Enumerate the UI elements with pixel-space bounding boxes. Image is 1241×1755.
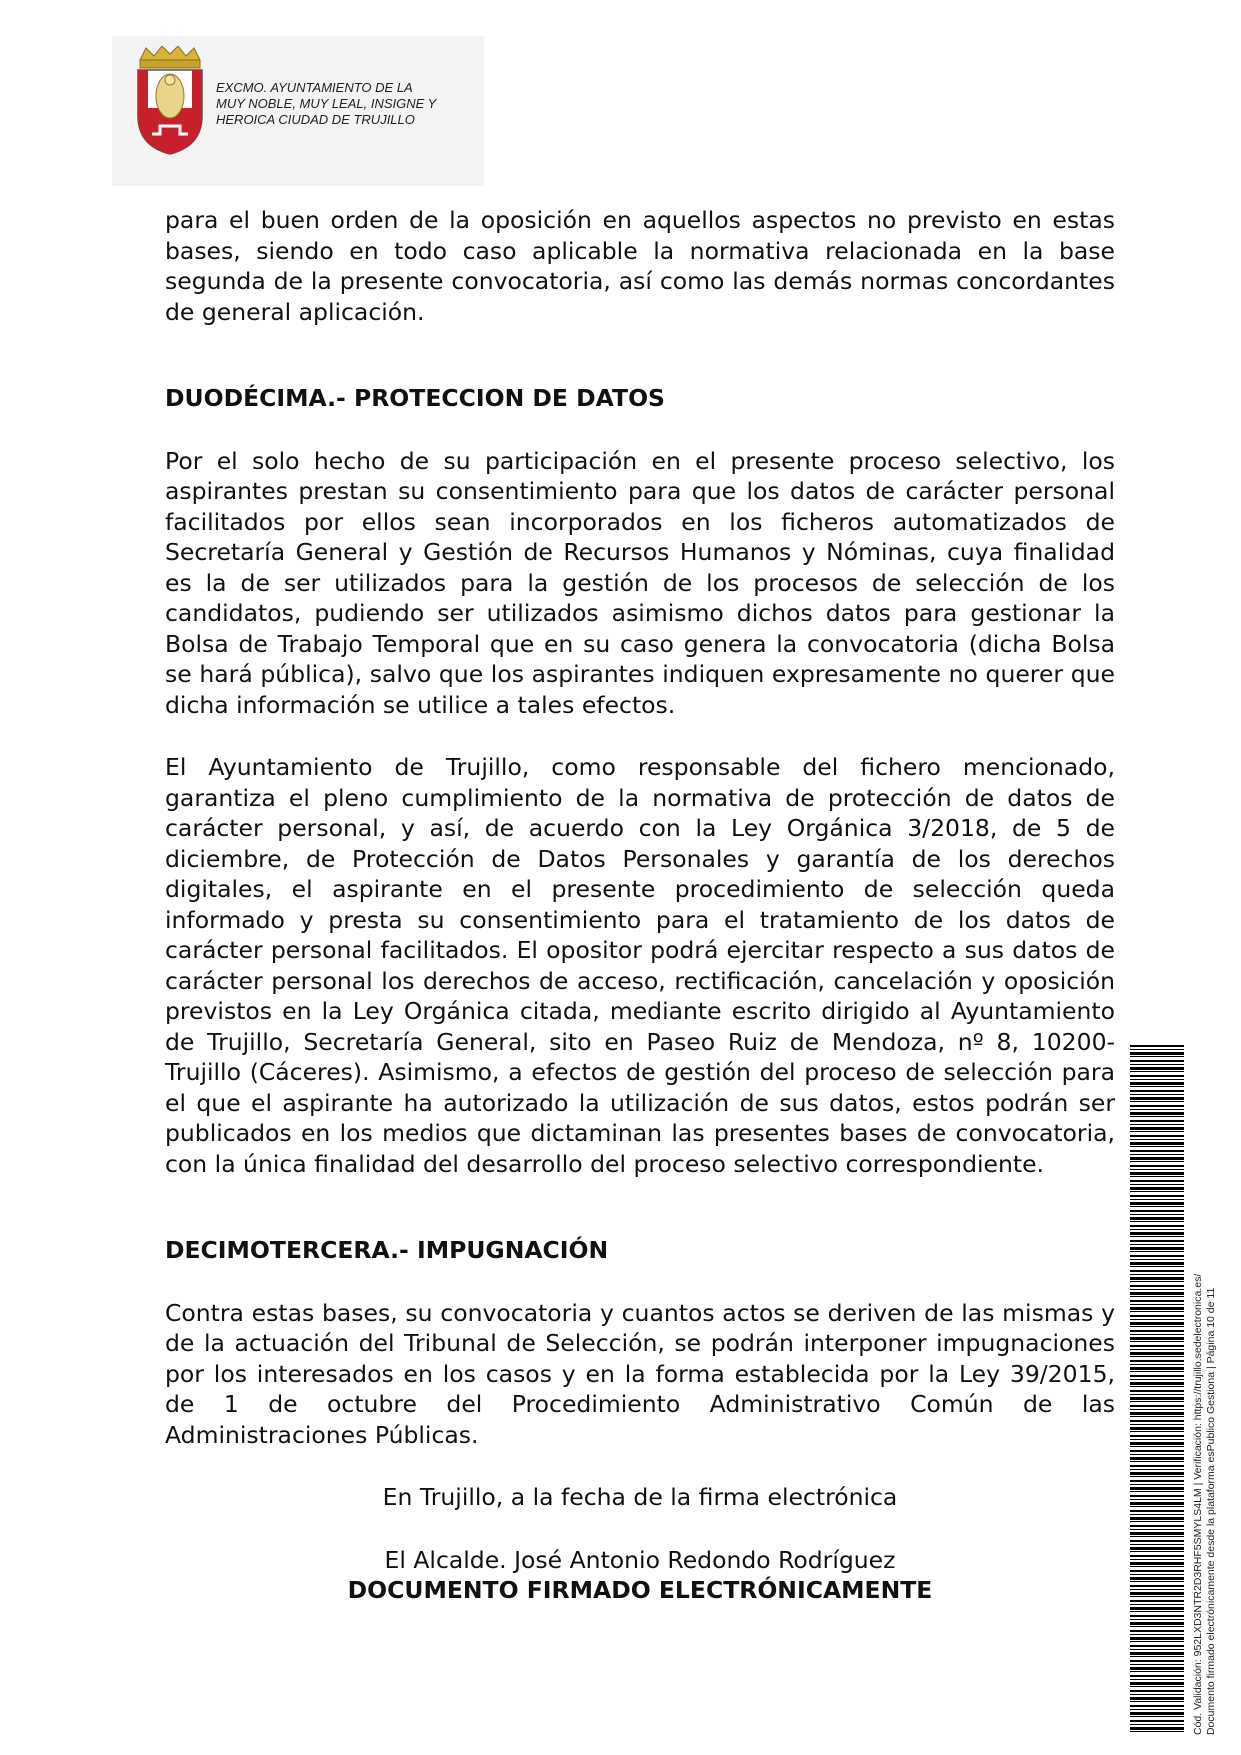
signed-notice: DOCUMENTO FIRMADO ELECTRÓNICAMENTE bbox=[347, 1576, 933, 1604]
letterhead bbox=[112, 36, 484, 186]
place-date: En Trujillo, a la fecha de la firma electrónica bbox=[382, 1483, 898, 1511]
document-body bbox=[165, 205, 1115, 1606]
institution-line: MUY NOBLE, MUY LEAL, INSIGNE Y bbox=[216, 96, 437, 111]
impugnacion-paragraph: Contra estas bases, su convocatoria y cuantos actos se deriven de las mismas y de la actuación del Tribunal de Selección, se podrán interponer impugnaciones por los interesados en los casos y en la forma establecida por la Ley 39/2015, de 1 de octubre del Procedimiento Administrativo Común de las Administraciones Públicas. bbox=[165, 1298, 1115, 1449]
verification-sidebar bbox=[1130, 1045, 1217, 1735]
institution-line: HEROICA CIUDAD DE TRUJILLO bbox=[216, 112, 415, 127]
data-protection-paragraph-2: El Ayuntamiento de Trujillo, como responsable del fichero mencionado, garantiza el pleno cumplimiento de la normativa de protección de datos de carácter personal, y así, de acuerdo con la Ley Orgánica 3/2018, de 5 de diciembre, de Protección de Datos Personales y garantía de los derechos digitales, el aspirante en el presente procedimiento de selección queda informado y presta su consentimiento para el tratamiento de los datos de carácter personal facilitados. El opositor podrá ejercitar respecto a sus datos de carácter personal los derechos de acceso, rectificación, cancelación y oposición previstos en la Ley Orgánica citada, mediante escrito dirigido al Ayuntamiento de Trujillo, Secretaría General, sito en Paseo Ruiz de Mendoza, nº 8, 10200-Trujillo (Cáceres). Asimismo, a efectos de gestión del proceso de selección para el que el aspirante ha autorizado la utilización de sus datos, estos podrán ser publicados en los medios que dictaminan las presentes bases de convocatoria, con la única finalidad del desarrollo del proceso selectivo correspondiente. bbox=[165, 753, 1115, 1178]
verification-text bbox=[1192, 1045, 1218, 1735]
intro-paragraph: para el buen orden de la oposición en aquellos aspectos no previsto en estas bases, siendo en todo caso aplicable la normativa relacionada en la base segunda de la presente convocatoria, así como las demás normas concordantes de general aplicación. bbox=[165, 206, 1115, 326]
institution-line: EXCMO. AYUNTAMIENTO DE LA bbox=[216, 80, 413, 95]
data-protection-paragraph-1: Por el solo hecho de su participación en el presente proceso selectivo, los aspirantes prestan su consentimiento para que los datos de carácter personal facilitados por ellos sean incorporados en los ficheros automatizados de Secretaría General y Gestión de Recursos Humanos y Nóminas, cuya finalidad es la de ser utilizados para la gestión de los procesos de selección de los candidatos, pudiendo ser utilizados asimismo dichos datos para gestionar la Bolsa de Trabajo Temporal que en su caso genera la convocatoria (dicha Bolsa se hará pública), salvo que los aspirantes indiquen expresamente no querer que dicha información se utilice a tales efectos. bbox=[165, 446, 1115, 719]
verification-code-line: Cód. Validación: 952LXD3NTR2D3RHF5SMYLS4LM | Verificación: https://trujillo.sedelectronica.es/ bbox=[1192, 1273, 1204, 1735]
coat-of-arms-logo bbox=[132, 46, 208, 156]
section-heading-duodecima: DUODÉCIMA.- PROTECCION DE DATOS bbox=[165, 384, 665, 412]
section-heading-decimotercera: DECIMOTERCERA.- IMPUGNACIÓN bbox=[165, 1236, 609, 1264]
verification-platform-line: Documento firmado electrónicamente desde la plataforma esPublico Gestiona | Página 10 de 11 bbox=[1205, 1287, 1217, 1735]
barcode bbox=[1130, 1045, 1184, 1735]
signatory: El Alcalde. José Antonio Redondo Rodríguez bbox=[384, 1545, 896, 1574]
institution-name bbox=[216, 80, 436, 128]
